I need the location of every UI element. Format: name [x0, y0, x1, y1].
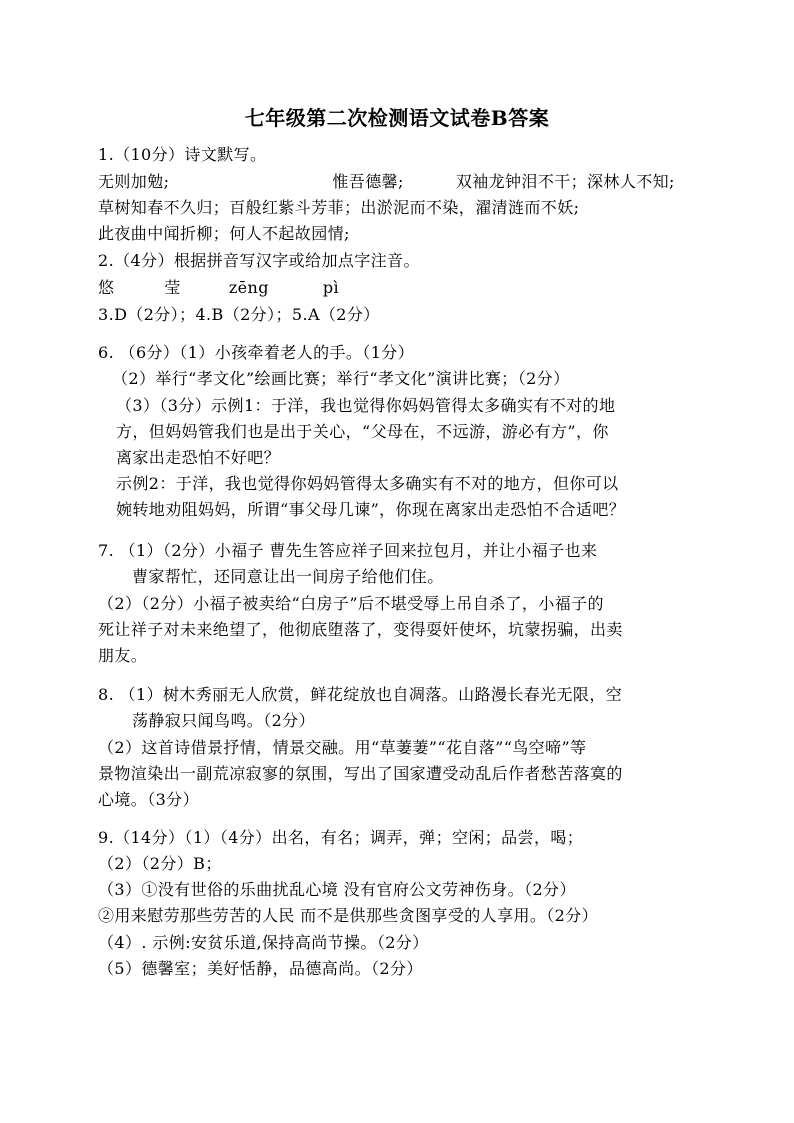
q8-line-1: 8. （1）树木秀丽无人欣赏，鲜花绽放也自凋落。山路漫长春光无限，空: [98, 685, 623, 704]
q1-answer-3: 双袖龙钟泪不干；深林人不知;: [455, 172, 675, 191]
q9-line-6: （5）德馨室；美好恬静，品德高尚。（2分）: [98, 959, 423, 978]
q9-line-2: （2）（2分）B；: [98, 854, 222, 873]
q6-line-7: 婉转地劝阻妈妈，所谓“事父母几谏”，你现在离家出走恐怕不合适吧？: [116, 500, 626, 519]
q8-line-5: 心境。（3分）: [98, 790, 199, 809]
q6-line-1: 6. （6分）（1）小孩牵着老人的手。（1分）: [98, 343, 415, 362]
q9-line-4: ②用来慰劳那些劳苦的人民 而不是供那些贪图享受的人享用。（2分）: [98, 906, 599, 925]
q3-5-answers: 3.D（2分）；4.B（2分）；5.A（2分）: [98, 305, 380, 324]
q1-answer-2: 惟吾德馨;: [332, 172, 404, 191]
q2-header: 2.（4分）根据拼音写汉字或给加点字注音。: [98, 251, 420, 270]
q1-answer-row-3: 此夜曲中闻折柳；何人不起故园情;: [98, 224, 350, 243]
q8-line-4: 景物渲染出一副荒凉寂寥的氛围，写出了国家遭受动乱后作者愁苦落寞的: [98, 764, 623, 783]
q1-answer-row-1: [98, 172, 675, 192]
q6-line-2: （2）举行“孝文化”绘画比赛；举行“孝文化”演讲比赛；（2分）: [112, 369, 570, 388]
q7-line-4: 死让祥子对未来绝望了，他彻底堕落了，变得耍奸使坏，坑蒙拐骗，出卖: [98, 620, 623, 639]
q7-line-3: （2）（2分）小福子被卖给“白房子”后不堪受辱上吊自杀了，小福子的: [98, 594, 604, 613]
q2-answer-3: zēng: [228, 278, 269, 297]
q6-line-5: 离家出走恐怕不好吧？: [116, 448, 281, 467]
q7-line-5: 朋友。: [98, 646, 148, 665]
q6-line-6: 示例2：于洋，我也觉得你妈妈管得太多确实有不对的地方，但你可以: [116, 474, 619, 493]
q6-line-4: 方，但妈妈管我们也是出于关心，“父母在，不远游，游必有方”，你: [116, 422, 609, 441]
q9-line-1: 9.（14分）（1）（4分）出名，有名；调弄，弹；空闲；品尝，喝；: [98, 828, 584, 847]
page-title: 七年级第二次检测语文试卷B答案: [244, 106, 550, 130]
q2-answer-4: pì: [322, 278, 340, 297]
q1-header: 1.（10分）诗文默写。: [98, 145, 267, 164]
q6-line-3: （3）（3分）示例1：于洋，我也觉得你妈妈管得太多确实有不对的地: [116, 396, 616, 415]
q8-line-2: 荡静寂只闻鸟鸣。（2分）: [132, 711, 315, 730]
q2-answer-2: 莹: [164, 278, 181, 297]
q2-answer-row: [98, 278, 339, 298]
q1-answer-row-2: 草树知春不久归；百般红紫斗芳菲；出淤泥而不染，濯清涟而不妖;: [98, 198, 580, 217]
q8-line-3: （2）这首诗借景抒情，情景交融。用“草萋萋”“花自落”“鸟空啼”等: [98, 738, 587, 757]
q7-line-2: 曹家帮忙，还同意让出一间房子给他们住。: [132, 567, 444, 586]
q9-line-5: （4）. 示例:安贫乐道,保持高尚节操。（2分）: [98, 933, 429, 952]
q7-line-1: 7. （1）（2分）小福子 曹先生答应祥子回来拉包月，并让小福子也来: [98, 541, 598, 560]
q9-line-3: （3）①没有世俗的乐曲扰乱心境 没有官府公文劳神伤身。（2分）: [98, 880, 576, 899]
q2-answer-1: 悠: [98, 278, 115, 297]
q1-answer-1: 无则加勉;: [98, 172, 170, 191]
